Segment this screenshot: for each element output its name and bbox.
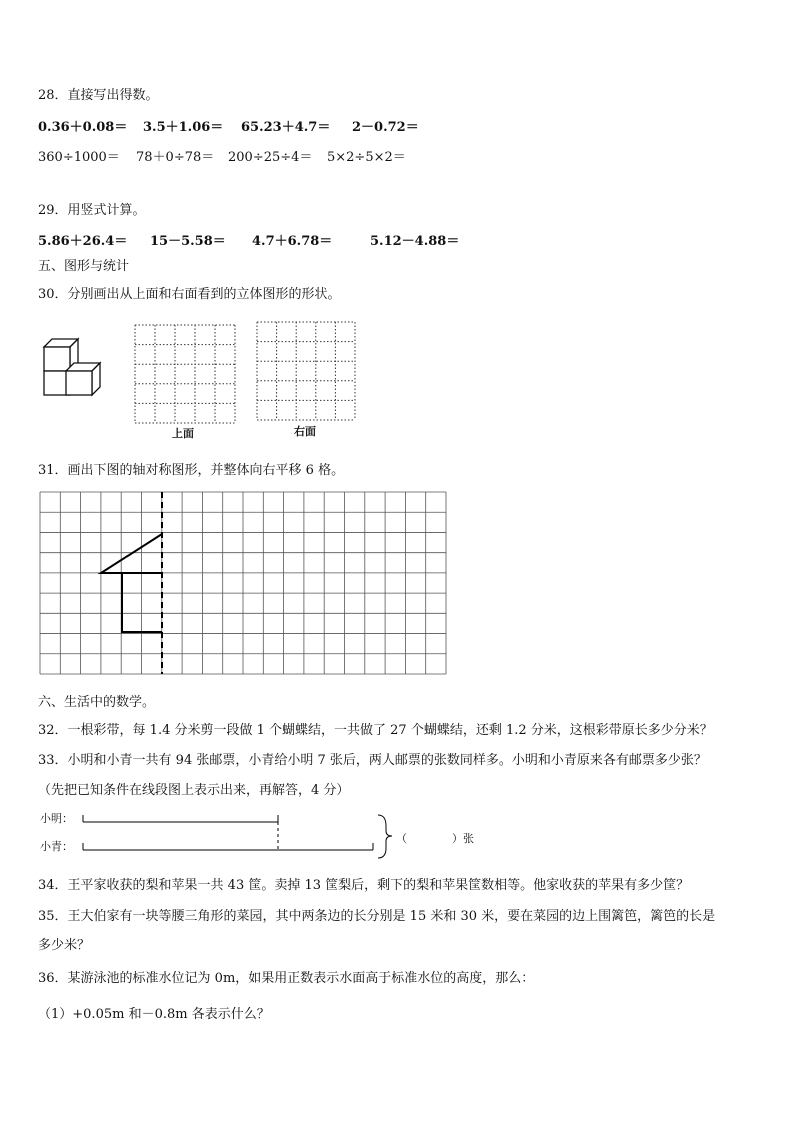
q32-text: 32．一根彩带，每 1.4 分米剪一段做 1 个蝴蝶结，一共做了 27 个蝴蝶结，还剩 1.2 分米，这根彩带原长多少分米？ [38, 723, 713, 738]
q28-title: 28．直接写出得数。 [38, 88, 159, 103]
label-top-view: 上面 [172, 427, 194, 440]
q28-item-6: 78＋0÷78＝ [136, 150, 215, 165]
q34-text: 34．王平家收获的梨和苹果一共 43 筐。卖掉 13 筐梨后，剩下的梨和苹果筐数相等。他家收获的苹果有多少筐？ [38, 878, 690, 893]
q29-item-3: 4.7＋6.78＝ [252, 234, 333, 249]
q28-item-5: 360÷1000＝ [38, 150, 120, 165]
q28-item-8: 5×2÷5×2＝ [327, 150, 406, 165]
q30-title: 30．分别画出从上面和右面看到的立体图形的形状。 [38, 287, 341, 302]
q31-title: 31．画出下图的轴对称图形，并整体向右平移 6 格。 [38, 463, 345, 478]
q28-item-4: 2－0.72＝ [352, 120, 419, 135]
q29-item-4: 5.12－4.88＝ [370, 234, 460, 249]
blank-close: ）张 [452, 832, 474, 845]
label-xiaoqing: 小青： [40, 840, 73, 853]
brace [378, 815, 392, 858]
q33-note: （先把已知条件在线段图上表示出来，再解答，4 分） [38, 783, 350, 798]
q29-title: 29．用竖式计算。 [38, 203, 146, 218]
q29-item-2: 15－5.58＝ [150, 234, 226, 249]
q28-item-1: 0.36＋0.08＝ [38, 120, 128, 135]
section-6-heading: 六、生活中的数学。 [38, 695, 156, 710]
q28-item-7: 200÷25÷4＝ [228, 150, 313, 165]
q35-text-line2: 多少米？ [38, 938, 91, 953]
q35-text-line1: 35．王大伯家有一块等腰三角形的菜园，其中两条边的长分别是 15 米和 30 米，要在菜园的边上围篱笆，篱笆的长是 [38, 909, 716, 924]
q28-item-2: 3.5＋1.06＝ [143, 120, 224, 135]
q33-text: 33．小明和小青一共有 94 张邮票，小青给小明 7 张后，两人邮票的张数同样多。小明和小青原来各有邮票多少张？ [38, 753, 707, 768]
label-xiaoming: 小明： [40, 812, 73, 825]
blank-open: （ [396, 832, 407, 845]
q29-item-1: 5.86＋26.4＝ [38, 234, 128, 249]
section-5-heading: 五、图形与统计 [38, 259, 130, 274]
q36-text: 36．某游泳池的标准水位记为 0m，如果用正数表示水面高于标准水位的高度，那么： [38, 971, 535, 986]
q28-item-3: 65.23＋4.7＝ [241, 120, 331, 135]
label-right-view: 右面 [294, 425, 316, 438]
q36-sub1: （1）+0.05m 和－0.8m 各表示什么？ [38, 1007, 270, 1022]
